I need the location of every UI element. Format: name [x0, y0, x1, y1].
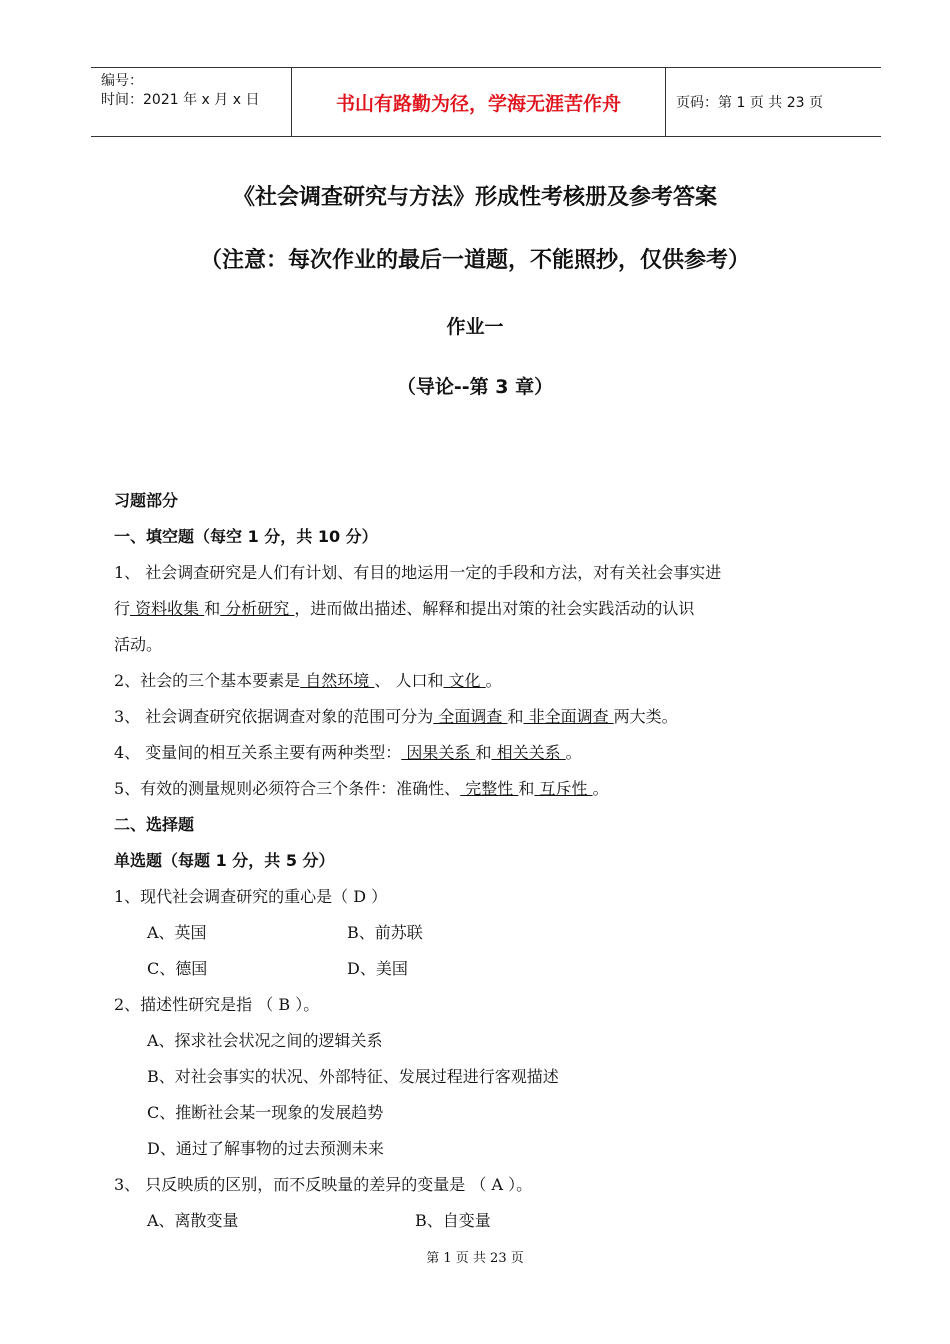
text-fragment: 4、 变量间的相互关系主要有两种类型： [114, 743, 402, 762]
fill-question-5 [114, 771, 864, 807]
text-fragment: 和 [507, 707, 524, 726]
text-fragment: 5、有效的测量规则必须符合三个条件：准确性、 [114, 779, 461, 798]
text-fragment: 3、 社会调查研究依据调查对象的范围可分为 [114, 707, 434, 726]
choice-question-2: 2、描述性研究是指 （ B ）。 [114, 995, 320, 1014]
text-fragment: 、 人口和 [374, 671, 444, 690]
option-b: B、对社会事实的状况、外部特征、发展过程进行客观描述 [147, 1067, 559, 1086]
answer-blank: 文化 [443, 671, 486, 690]
option-b: B、前苏联 [347, 923, 423, 942]
fill-question-1-line-1: 1、 社会调查研究是人们有计划、有目的地运用一定的手段和方法，对有关社会事实进 [114, 563, 722, 582]
answer-blank: 分析研究 [220, 599, 295, 618]
fill-question-1-line-3: 活动。 [114, 635, 163, 654]
fill-question-3 [114, 699, 864, 735]
answer-blank: 资料收集 [130, 599, 205, 618]
document-note: （注意：每次作业的最后一道题，不能照抄，仅供参考） [199, 248, 750, 273]
header-motto: 书山有路勤为径，学海无涯苦作舟 [292, 68, 666, 136]
option-a: A、离散变量 [147, 1211, 239, 1230]
choice-question-3: 3、 只反映质的区别，而不反映量的差异的变量是 （ A ）。 [114, 1175, 533, 1194]
header-time: 时间：2021 年 x 月 x 日 [101, 92, 260, 108]
answer-blank: 非全面调查 [523, 707, 614, 726]
answer-blank: 因果关系 [401, 743, 476, 762]
header-page-number: 页码：第 1 页 共 23 页 [676, 95, 823, 111]
text-fragment: ，进而做出描述、解释和提出对策的社会实践活动的认识 [294, 599, 695, 618]
option-c: C、德国 [147, 959, 208, 978]
text-fragment: 和 [518, 779, 535, 798]
answer-blank: 相关关系 [491, 743, 566, 762]
option-d: D、通过了解事物的过去预测未来 [147, 1139, 384, 1158]
choice-options-row [114, 1203, 864, 1239]
option-c: C、推断社会某一现象的发展趋势 [147, 1103, 384, 1122]
page-header [91, 67, 881, 137]
serial-number: 编号： [101, 73, 143, 89]
text-fragment: 2、社会的三个基本要素是 [114, 671, 301, 690]
choice-question-1: 1、现代社会调查研究的重心是（ D ） [114, 887, 388, 906]
assignment-title: 作业一 [446, 316, 504, 338]
choice-heading: 二、选择题 [114, 815, 195, 834]
answer-blank: 互斥性 [534, 779, 593, 798]
option-a: A、英国 [147, 923, 207, 942]
fill-question-1-line-2 [114, 591, 864, 627]
text-fragment: 和 [475, 743, 492, 762]
option-d: D、美国 [347, 959, 408, 978]
answer-blank: 完整性 [460, 779, 519, 798]
page-footer: 第 1 页 共 23 页 [426, 1251, 524, 1266]
single-choice-heading: 单选题（每题 1 分，共 5 分） [114, 851, 335, 870]
answer-blank: 全面调查 [433, 707, 508, 726]
answer-blank: 自然环境 [300, 671, 375, 690]
text-fragment: 两大类。 [613, 707, 678, 726]
exercise-content [114, 483, 864, 1239]
option-a: A、探求社会状况之间的逻辑关系 [147, 1031, 383, 1050]
fill-blank-heading: 一、填空题（每空 1 分，共 10 分） [114, 527, 378, 546]
fill-question-4 [114, 735, 864, 771]
fill-question-2 [114, 663, 864, 699]
text-fragment: 和 [204, 599, 221, 618]
text-fragment: 。 [565, 743, 582, 762]
text-fragment: 行 [114, 599, 131, 618]
assignment-scope: （导论--第 3 章） [396, 376, 554, 398]
text-fragment: 。 [485, 671, 502, 690]
choice-options-row [114, 951, 864, 987]
header-info [91, 68, 292, 136]
option-b: B、自变量 [415, 1211, 491, 1230]
section-title: 习题部分 [114, 491, 179, 510]
document-title: 《社会调查研究与方法》形成性考核册及参考答案 [232, 185, 717, 210]
text-fragment: 。 [592, 779, 609, 798]
choice-options-row [114, 915, 864, 951]
